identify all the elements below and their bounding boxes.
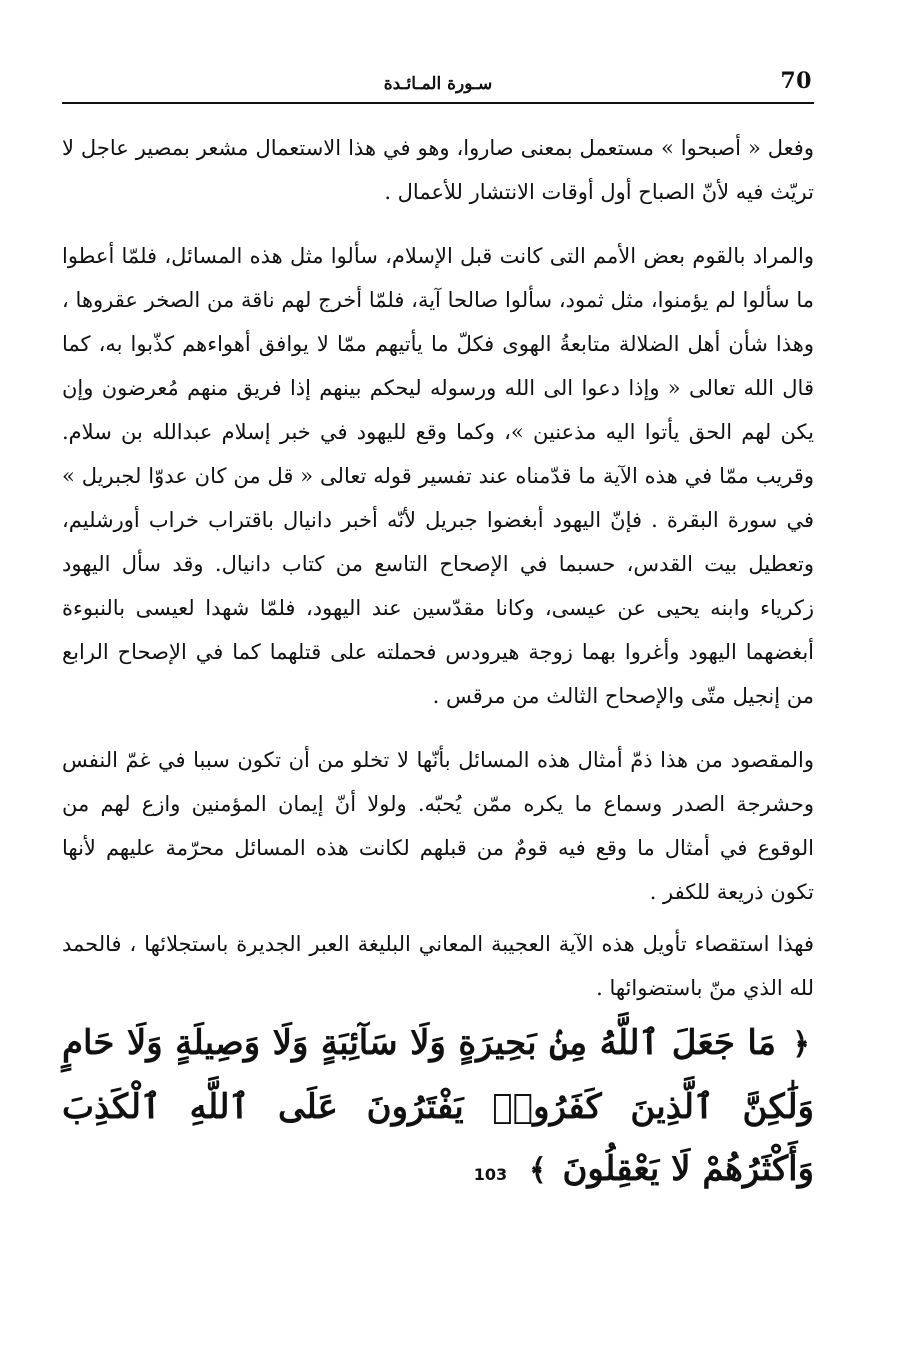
quran-verse — [62, 1012, 814, 1206]
commentary-text — [62, 126, 814, 1030]
verse-close-ornament: ﴾ — [529, 1153, 547, 1188]
paragraph-3: والمقصود من هذا ذمّ أمثال هذه المسائل بأنّها لا تخلو من أن تكون سببا في غمّ النفس وحشرجة الصدر وسماع ما يكره ممّن يُحبّه. ولولا أنّ إيمان المؤمنين وازع لهم من الوقوع في أمثال ما وقع فيه قومٌ من قبلهم لكانت هذه المسائل محرّمة عليهم لأنها تكون ذريعة للكفر . — [62, 748, 814, 904]
paragraph-4: فهذا استقصاء تأويل هذه الآية العجيبة المعاني البليغة العبر الجديرة باستجلائها ، فالحمد لله الذي منّ باستضوائها . — [62, 932, 814, 1000]
verse-text: مَا جَعَلَ ٱللَّهُ مِنۢ بَحِيرَةٍ وَلَا سَآئِبَةٍ وَلَا وَصِيلَةٍ وَلَا حَامٍ وَلَٰكِنَّ ٱلَّذِينَ كَفَرُوا۟ يَفْتَرُونَ عَلَى ٱللَّهِ ٱلْكَذِبَ وَأَكْثَرُهُمْ لَا يَعْقِلُونَ — [62, 1023, 814, 1189]
surah-title: سـورة المـائـدة — [383, 74, 493, 94]
paragraph-1: وفعل « أصبحوا » مستعمل بمعنى صاروا، وهو في هذا الاستعمال مشعر بمصير عاجل لا تريّث فيه لأنّ الصباح أول أوقات الانتشار للأعمال . — [62, 136, 814, 204]
verse-open-ornament: ﴿ — [792, 1027, 810, 1062]
paragraph-2: والمراد بالقوم بعض الأمم التى كانت قبل الإسلام، سألوا مثل هذه المسائل، فلمّا أعطوا ما سألوا لم يؤمنوا، مثل ثمود، سألوا صالحا آية، فلمّا أخرج لهم ناقة من الصخر عقروها ، وهذا شأن أهل الضلالة متابعةُ الهوى فكلّ ما يأتيهم ممّا لا يوافق أهواءهم كذّبوا به، كما قال الله تعالى « وإذا دعوا الى الله ورسوله ليحكم بينهم إذا فريق منهم مُعرضون وإن يكن لهم الحق يأتوا اليه مذعنين »، وكما وقع لليهود في خبر إسلام عبدالله بن سلام. وقريب ممّا في هذه الآية ما قدّمناه عند تفسير قوله تعالى « قل من كان عدوّا لجبريل » في سورة البقرة . فإنّ اليهود أبغضوا جبريل لأنّه أخبر دانيال باقتراب خراب أورشليم، وتعطيل بيت القدس، حسبما في الإصحاح التاسع من كتاب دانيال. وقد سأل اليهود زكرياء وابنه يحيى عن عيسى، وكانا مقدّسين عند اليهود، فلمّا شهدا لعيسى بالنبوءة أبغضهما اليهود وأغروا بهما زوجة هيرودس فحملته على قتلهما كما في الإصحاح الرابع من إنجيل متّى والإصحاح الثالث من مرقس . — [62, 244, 814, 708]
page-number: 70 — [780, 68, 812, 94]
verse-number: 103 — [473, 1165, 508, 1184]
page-header — [62, 62, 814, 104]
